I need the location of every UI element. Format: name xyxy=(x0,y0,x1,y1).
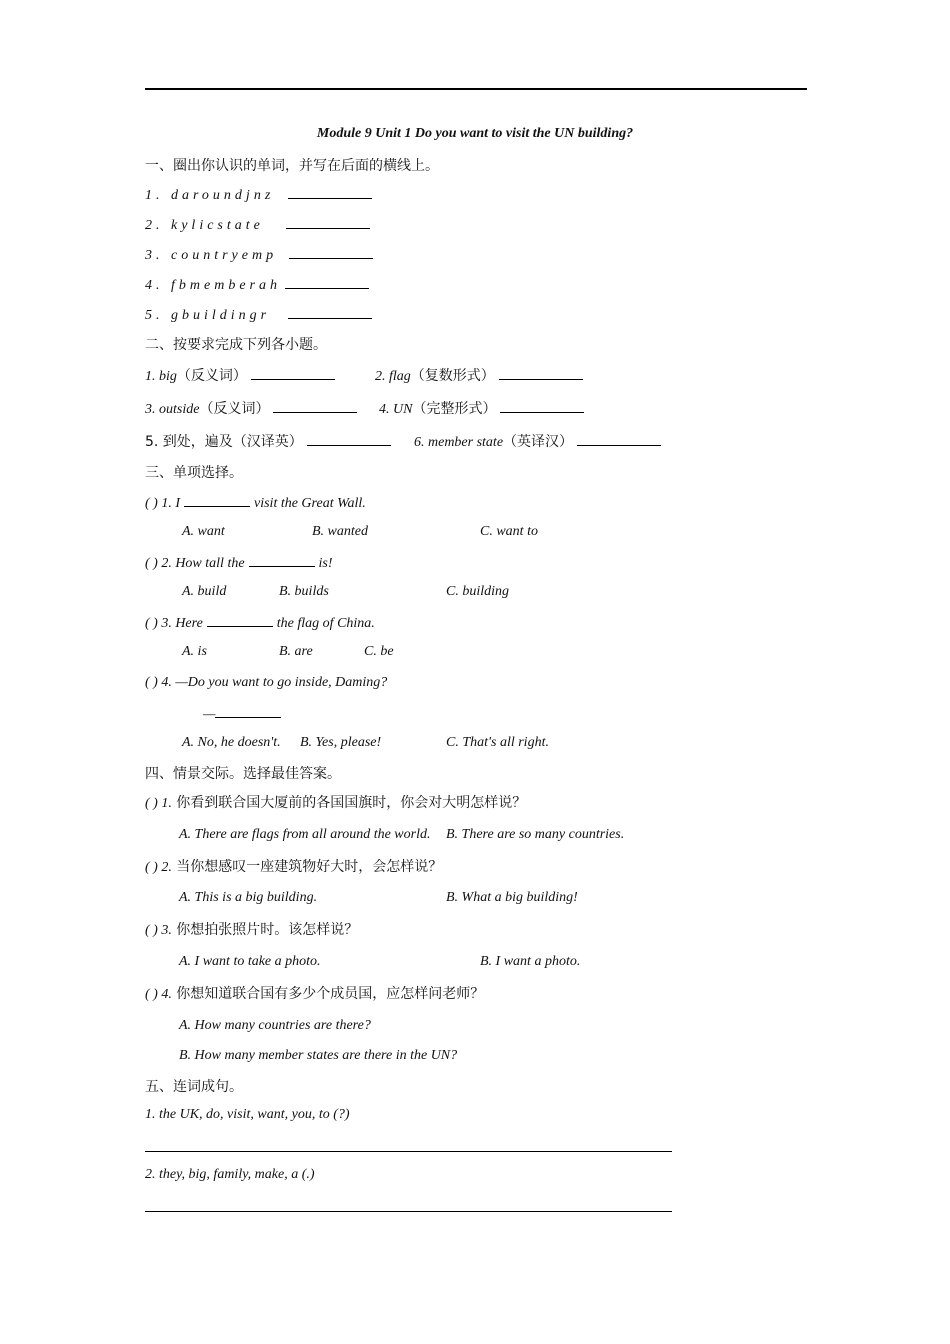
situation-q4-option-a[interactable]: A. How many countries are there? xyxy=(179,1018,371,1033)
situation-question-4: ( ) 4. 你想知道联合国有多少个成员国，应怎样问老师？ xyxy=(145,986,485,1002)
section-2-item-3: 3. outside（反义词） xyxy=(145,398,357,420)
situation-q4-option-b[interactable]: B. How many member states are there in the UN? xyxy=(179,1048,458,1063)
situation-q2-option-b[interactable]: B. What a big building! xyxy=(446,890,578,905)
answer-blank[interactable] xyxy=(307,431,391,446)
situation-question-2: ( ) 2. 当你想感叹一座建筑物好大时，会怎样说？ xyxy=(145,859,443,875)
section-2-item-6: 6. member state（英译汉） xyxy=(414,431,661,453)
situation-q1-option-a[interactable]: A. There are flags from all around the world. xyxy=(179,827,431,842)
section-2-item-5: 5. 到处，遍及（汉译英） xyxy=(145,431,391,452)
section-2-item-4: 4. UN（完整形式） xyxy=(379,398,584,420)
answer-blank[interactable] xyxy=(251,365,335,380)
mc-q1-option-c[interactable]: C. want to xyxy=(480,524,538,539)
scramble-item-1: 1. daroundjnz xyxy=(145,184,372,206)
mc-question-2: ( ) 2. How tall the is! xyxy=(145,552,333,574)
answer-line-1[interactable] xyxy=(145,1151,672,1152)
mc-question-3: ( ) 3. Here the flag of China. xyxy=(145,612,375,634)
mc-q1-option-b[interactable]: B. wanted xyxy=(312,524,368,539)
section-2-heading: 二、按要求完成下列各小题。 xyxy=(145,337,327,353)
answer-blank[interactable] xyxy=(184,492,250,507)
mc-q2-option-c[interactable]: C. building xyxy=(446,584,510,599)
answer-blank[interactable] xyxy=(288,184,372,199)
page-title: Module 9 Unit 1 Do you want to visit the UN building? xyxy=(316,126,634,141)
answer-blank[interactable] xyxy=(249,552,315,567)
situation-q2-option-a[interactable]: A. This is a big building. xyxy=(179,890,318,905)
situation-question-1: ( ) 1. 你看到联合国大厦前的各国国旗时，你会对大明怎样说？ xyxy=(145,795,527,811)
answer-blank[interactable] xyxy=(288,304,372,319)
answer-blank[interactable] xyxy=(289,244,373,259)
section-1-heading: 一、圈出你认识的单词，并写在后面的横线上。 xyxy=(145,158,439,174)
mc-q2-option-b[interactable]: B. builds xyxy=(279,584,329,599)
section-4-heading: 四、情景交际。选择最佳答案。 xyxy=(145,766,341,782)
mc-q3-option-b[interactable]: B. are xyxy=(279,644,313,659)
scramble-item-4: 4. fbmemberah xyxy=(145,274,369,296)
answer-blank[interactable] xyxy=(577,431,661,446)
mc-q4-option-b[interactable]: B. Yes, please! xyxy=(300,735,382,750)
mc-q4-reply: — xyxy=(203,703,281,725)
situation-q3-option-b[interactable]: B. I want a photo. xyxy=(480,954,581,969)
answer-blank[interactable] xyxy=(285,274,369,289)
scramble-item-2: 2. kylicstate xyxy=(145,214,370,236)
scramble-item-5: 5. gbuildingr xyxy=(145,304,372,326)
mc-q3-option-a[interactable]: A. is xyxy=(182,644,207,659)
mc-q4-option-c[interactable]: C. That's all right. xyxy=(446,735,549,750)
reorder-question-2: 2. they, big, family, make, a (.) xyxy=(145,1167,315,1182)
mc-question-4: ( ) 4. —Do you want to go inside, Daming? xyxy=(145,675,388,690)
mc-question-1: ( ) 1. I visit the Great Wall. xyxy=(145,492,366,514)
answer-blank[interactable] xyxy=(215,703,281,718)
situation-q1-option-b[interactable]: B. There are so many countries. xyxy=(446,827,625,842)
section-2-item-1: 1. big（反义词） xyxy=(145,365,335,387)
mc-q3-option-c[interactable]: C. be xyxy=(364,644,394,659)
section-5-heading: 五、连词成句。 xyxy=(145,1079,243,1095)
mc-q4-option-a[interactable]: A. No, he doesn't. xyxy=(182,735,281,750)
mc-q1-option-a[interactable]: A. want xyxy=(182,524,225,539)
answer-blank[interactable] xyxy=(500,398,584,413)
section-2-item-2: 2. flag（复数形式） xyxy=(375,365,583,387)
situation-q3-option-a[interactable]: A. I want to take a photo. xyxy=(179,954,321,969)
answer-blank[interactable] xyxy=(207,612,273,627)
answer-line-2[interactable] xyxy=(145,1211,672,1212)
situation-question-3: ( ) 3. 你想拍张照片时。该怎样说？ xyxy=(145,922,359,938)
section-3-heading: 三、单项选择。 xyxy=(145,465,243,481)
mc-q2-option-a[interactable]: A. build xyxy=(182,584,227,599)
header-rule xyxy=(145,88,807,90)
scramble-item-3: 3. countryemp xyxy=(145,244,373,266)
reorder-question-1: 1. the UK, do, visit, want, you, to (?) xyxy=(145,1107,350,1122)
answer-blank[interactable] xyxy=(273,398,357,413)
answer-blank[interactable] xyxy=(499,365,583,380)
answer-blank[interactable] xyxy=(286,214,370,229)
